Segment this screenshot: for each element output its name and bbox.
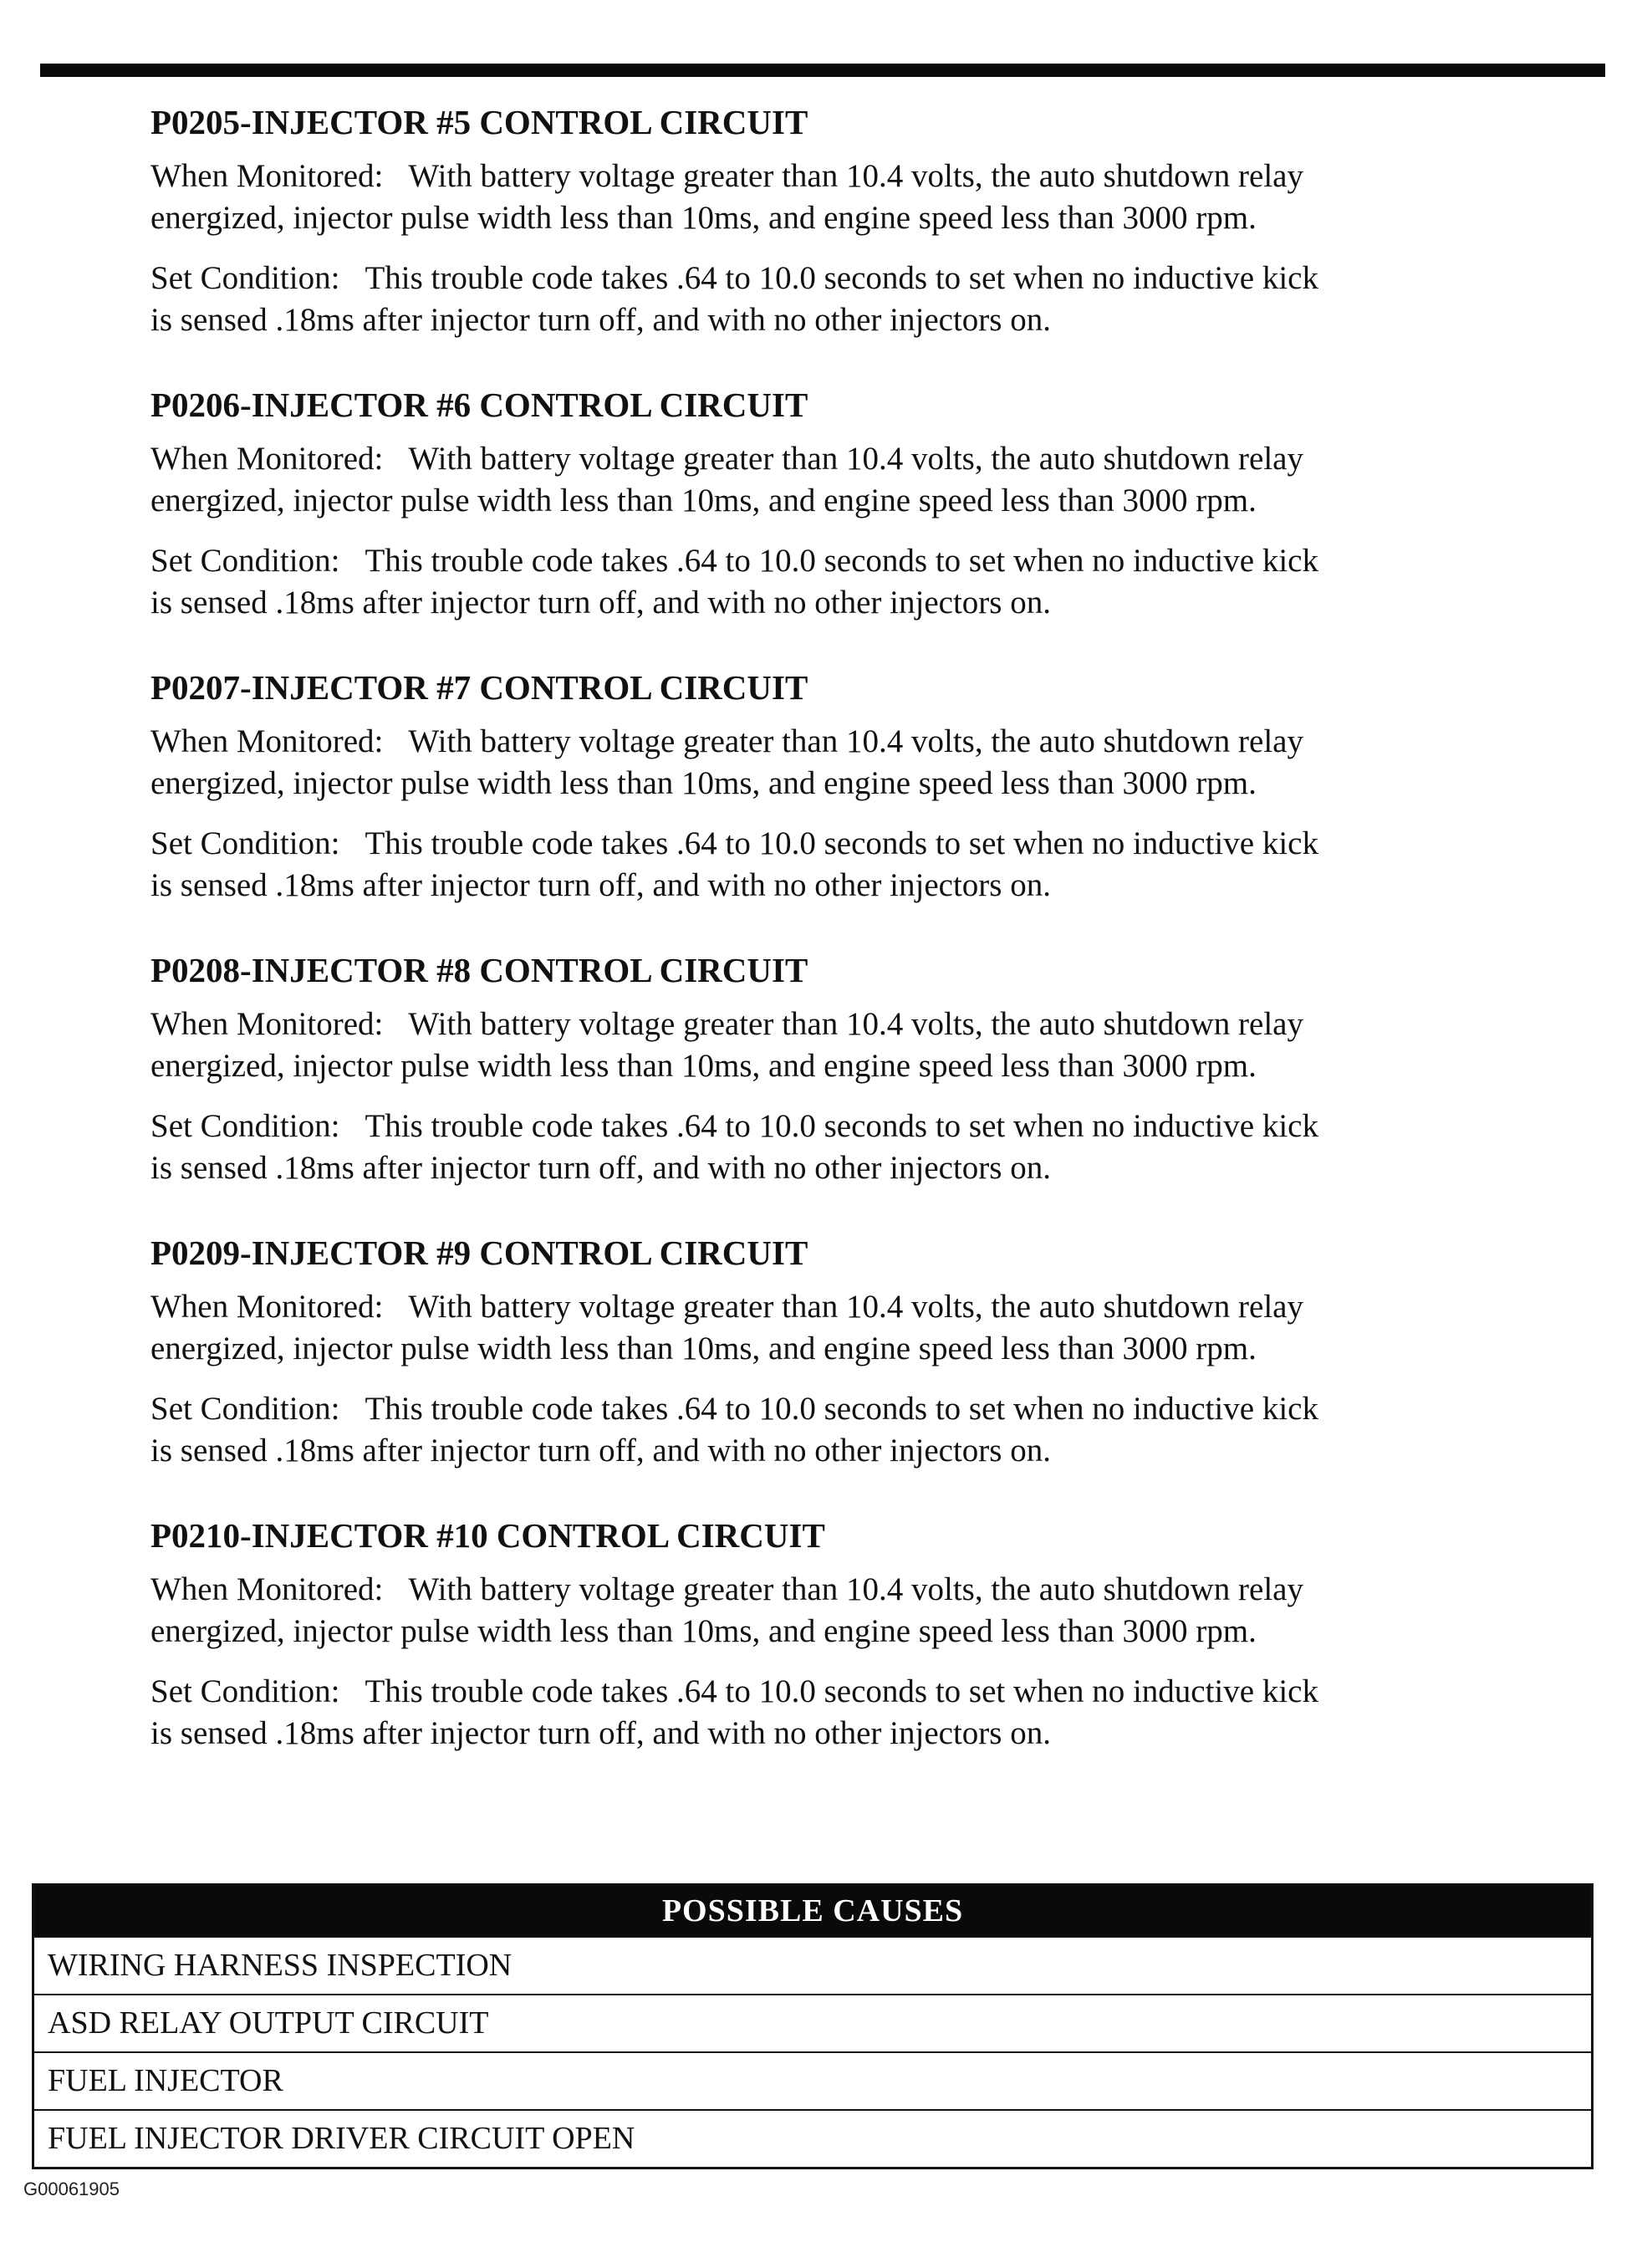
set-condition-paragraph: [150, 1671, 1605, 1755]
set-condition-text: This trouble code takes .64 to 10.0 seconds to set when no inductive kick: [365, 825, 1318, 861]
set-condition-text: This trouble code takes .64 to 10.0 seconds to set when no inductive kick: [365, 260, 1318, 296]
section-heading: P0208-INJECTOR #8 CONTROL CIRCUIT: [150, 951, 808, 989]
trouble-code-section-p0210: [150, 1514, 1605, 1796]
paragraph-line: energized, injector pulse width less than 10ms, and engine speed less than 3000 rpm.: [150, 483, 1257, 518]
set-condition-text: This trouble code takes .64 to 10.0 seconds to set when no inductive kick: [365, 1108, 1318, 1144]
set-condition-text: This trouble code takes .64 to 10.0 seconds to set when no inductive kick: [365, 543, 1318, 579]
when-monitored-paragraph: [150, 1569, 1605, 1652]
when-monitored-text: With battery voltage greater than 10.4 volts, the auto shutdown relay: [408, 1289, 1303, 1325]
when-monitored-paragraph: [150, 721, 1605, 805]
set-condition-label: Set Condition:: [150, 543, 340, 579]
trouble-code-section-p0207: [150, 666, 1605, 948]
paragraph-line: energized, injector pulse width less than 10ms, and engine speed less than 3000 rpm.: [150, 1331, 1257, 1366]
section-heading: P0206-INJECTOR #6 CONTROL CIRCUIT: [150, 386, 808, 424]
possible-causes-header: POSSIBLE CAUSES: [34, 1886, 1591, 1936]
when-monitored-label: When Monitored:: [150, 158, 384, 194]
top-rule: [40, 64, 1605, 77]
when-monitored-paragraph: [150, 156, 1605, 239]
section-heading: P0205-INJECTOR #5 CONTROL CIRCUIT: [150, 103, 808, 141]
paragraph-line: [150, 258, 1605, 299]
set-condition-label: Set Condition:: [150, 1108, 340, 1144]
trouble-code-section-p0205: [150, 100, 1605, 383]
paragraph-line: is sensed .18ms after injector turn off, and with no other injectors on.: [150, 867, 1051, 903]
paragraph-line: [150, 1286, 1605, 1328]
set-condition-paragraph: [150, 258, 1605, 341]
set-condition-label: Set Condition:: [150, 1391, 340, 1427]
paragraph-line: [150, 1671, 1605, 1713]
cause-row: WIRING HARNESS INSPECTION: [34, 1936, 1591, 1994]
when-monitored-text: With battery voltage greater than 10.4 volts, the auto shutdown relay: [408, 723, 1303, 759]
paragraph-line: [150, 156, 1605, 197]
trouble-code-section-p0206: [150, 383, 1605, 666]
when-monitored-label: When Monitored:: [150, 441, 384, 477]
set-condition-paragraph: [150, 540, 1605, 624]
paragraph-line: energized, injector pulse width less than 10ms, and engine speed less than 3000 rpm.: [150, 1048, 1257, 1084]
paragraph-line: is sensed .18ms after injector turn off, and with no other injectors on.: [150, 302, 1051, 338]
when-monitored-label: When Monitored:: [150, 1289, 384, 1325]
paragraph-line: [150, 823, 1605, 865]
paragraph-line: energized, injector pulse width less than 10ms, and engine speed less than 3000 rpm.: [150, 765, 1257, 801]
section-heading: P0207-INJECTOR #7 CONTROL CIRCUIT: [150, 668, 808, 707]
paragraph-line: [150, 1569, 1605, 1611]
when-monitored-text: With battery voltage greater than 10.4 volts, the auto shutdown relay: [408, 158, 1303, 194]
paragraph-line: is sensed .18ms after injector turn off, and with no other injectors on.: [150, 585, 1051, 621]
trouble-code-section-p0209: [150, 1231, 1605, 1514]
trouble-code-list: [150, 100, 1605, 1796]
when-monitored-text: With battery voltage greater than 10.4 volts, the auto shutdown relay: [408, 441, 1303, 477]
paragraph-line: energized, injector pulse width less than 10ms, and engine speed less than 3000 rpm.: [150, 200, 1257, 236]
paragraph-line: [150, 1106, 1605, 1147]
section-heading: P0209-INJECTOR #9 CONTROL CIRCUIT: [150, 1234, 808, 1272]
paragraph-line: [150, 540, 1605, 582]
set-condition-paragraph: [150, 823, 1605, 907]
when-monitored-paragraph: [150, 438, 1605, 522]
set-condition-paragraph: [150, 1388, 1605, 1472]
cause-row: FUEL INJECTOR DRIVER CIRCUIT OPEN: [34, 2109, 1591, 2167]
paragraph-line: [150, 1388, 1605, 1430]
section-heading: P0210-INJECTOR #10 CONTROL CIRCUIT: [150, 1516, 825, 1555]
figure-id: G00061905: [23, 2179, 120, 2199]
trouble-code-section-p0208: [150, 948, 1605, 1231]
paragraph-line: [150, 721, 1605, 763]
cause-row: FUEL INJECTOR: [34, 2051, 1591, 2109]
set-condition-paragraph: [150, 1106, 1605, 1189]
when-monitored-label: When Monitored:: [150, 723, 384, 759]
set-condition-label: Set Condition:: [150, 260, 340, 296]
paragraph-line: [150, 438, 1605, 480]
when-monitored-paragraph: [150, 1004, 1605, 1087]
when-monitored-label: When Monitored:: [150, 1571, 384, 1607]
when-monitored-label: When Monitored:: [150, 1006, 384, 1042]
set-condition-label: Set Condition:: [150, 1673, 340, 1709]
paragraph-line: is sensed .18ms after injector turn off, and with no other injectors on.: [150, 1715, 1051, 1751]
set-condition-label: Set Condition:: [150, 825, 340, 861]
paragraph-line: [150, 1004, 1605, 1045]
cause-row: ASD RELAY OUTPUT CIRCUIT: [34, 1994, 1591, 2051]
possible-causes-table: [32, 1883, 1594, 2169]
set-condition-text: This trouble code takes .64 to 10.0 seconds to set when no inductive kick: [365, 1391, 1318, 1427]
when-monitored-paragraph: [150, 1286, 1605, 1370]
set-condition-text: This trouble code takes .64 to 10.0 seconds to set when no inductive kick: [365, 1673, 1318, 1709]
paragraph-line: is sensed .18ms after injector turn off, and with no other injectors on.: [150, 1150, 1051, 1186]
paragraph-line: energized, injector pulse width less than 10ms, and engine speed less than 3000 rpm.: [150, 1613, 1257, 1649]
when-monitored-text: With battery voltage greater than 10.4 volts, the auto shutdown relay: [408, 1006, 1303, 1042]
when-monitored-text: With battery voltage greater than 10.4 volts, the auto shutdown relay: [408, 1571, 1303, 1607]
paragraph-line: is sensed .18ms after injector turn off, and with no other injectors on.: [150, 1433, 1051, 1469]
